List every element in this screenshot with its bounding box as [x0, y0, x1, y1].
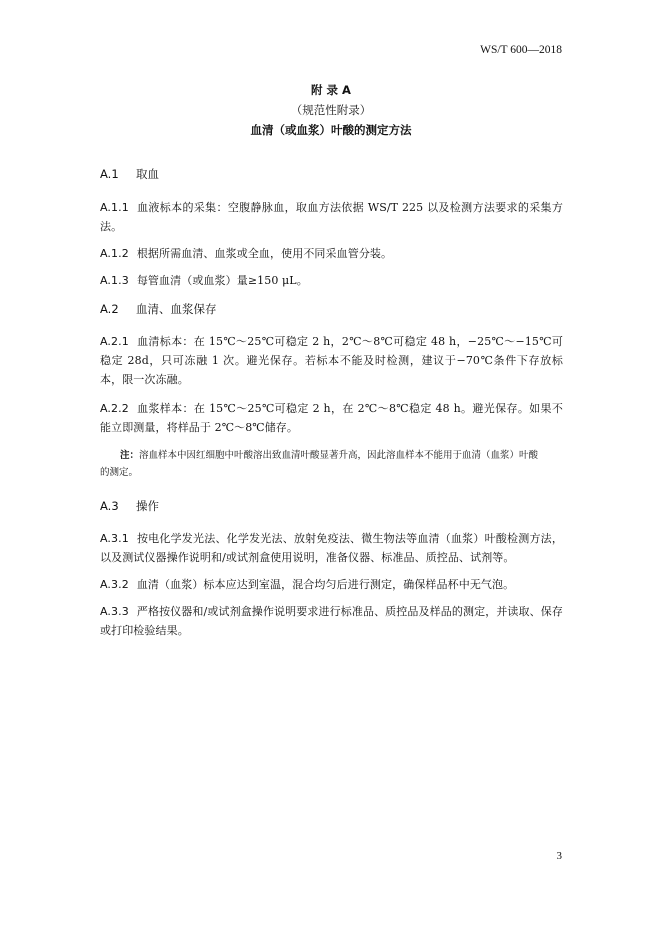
note [100, 447, 563, 464]
section-number: A.3 [100, 499, 119, 513]
clause-text: 严格按仪器和/或试剂盒操作说明要求进行标准品、质控品及样品的测定，并读取、保存或打印检验结果。 [100, 605, 563, 637]
clause-number: A.2.1 [100, 335, 129, 348]
section-number: A.2 [100, 302, 119, 316]
appendix-type: （规范性附录） [290, 103, 372, 117]
clause-number: A.1.3 [100, 274, 129, 287]
clause-number: A.1.2 [100, 247, 129, 260]
clause-number: A.1.1 [100, 201, 129, 214]
clause-text: 血清标本：在 15℃～25℃可稳定 2 h，2℃～8℃可稳定 48 h，−25℃～−15℃可稳定 28d，只可冻融 1 次。避光保存。若标本不能及时检测，建议于−70℃条件下存放标本，限一次冻融。 [100, 335, 563, 386]
standard-code: WS/T 600—2018 [480, 44, 562, 56]
clause-text: 血清（血浆）标本应达到室温，混合均匀后进行测定，确保样品杯中无气泡。 [136, 578, 515, 591]
section-title: 血清、血浆保存 [136, 302, 217, 316]
note-label: 注： [120, 450, 140, 461]
section-heading-a1 [100, 165, 563, 183]
clause-text: 按电化学发光法、化学发光法、放射免疫法、微生物法等血清（血浆）叶酸检测方法，以及测试仪器操作说明和/或试剂盒使用说明，准备仪器、标准品、质控品、试剂等。 [100, 532, 563, 564]
clause-number: A.3.2 [100, 578, 129, 591]
section-heading-a2 [100, 300, 563, 318]
clause-a1-3 [100, 271, 563, 290]
appendix-heading [0, 80, 662, 140]
clause-a3-2 [100, 575, 563, 594]
clause-a2-1 [100, 332, 563, 389]
clause-text: 血浆样本：在 15℃～25℃可稳定 2 h，在 2℃～8℃稳定 48 h。避光保存。如果不能立即测量，将样品于 2℃～8℃储存。 [100, 402, 563, 434]
note-text: 溶血样本中因红细胞中叶酸溶出致血清叶酸显著升高，因此溶血样本不能用于血清（血浆）叶酸 [139, 450, 539, 461]
appendix-label: 附 录 A [311, 83, 351, 97]
section-number: A.1 [100, 167, 119, 181]
clause-number: A.3.3 [100, 605, 129, 618]
document-body [100, 165, 563, 640]
clause-number: A.3.1 [100, 532, 129, 545]
clause-text: 血液标本的采集：空腹静脉血，取血方法依据 WS/T 225 以及检测方法要求的采集方法。 [100, 201, 563, 233]
note-continuation: 的测定。 [100, 467, 139, 478]
section-title: 操作 [136, 499, 159, 513]
page-number: 3 [556, 850, 562, 862]
clause-a1-1 [100, 198, 563, 236]
clause-a1-2 [100, 244, 563, 263]
clause-a2-2 [100, 399, 563, 437]
clause-text: 根据所需血清、血浆或全血，使用不同采血管分装。 [136, 247, 393, 260]
clause-a3-1 [100, 529, 563, 567]
section-heading-a3 [100, 497, 563, 515]
section-title: 取血 [136, 167, 159, 181]
clause-a3-3 [100, 602, 563, 640]
clause-text: 每管血清（或血浆）量≥150 μL。 [136, 274, 308, 287]
clause-number: A.2.2 [100, 402, 129, 415]
appendix-title: 血清（或血浆）叶酸的测定方法 [250, 123, 412, 137]
